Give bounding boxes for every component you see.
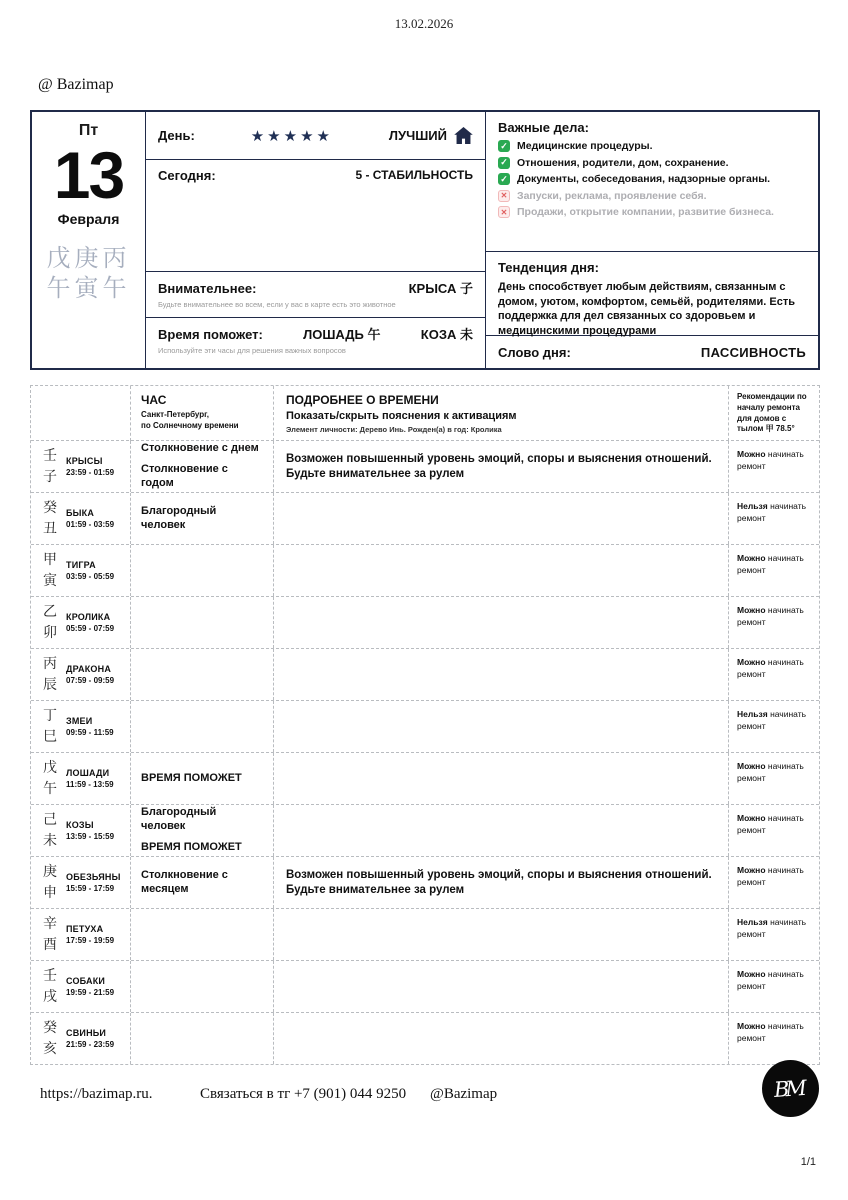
details-column-title: ПОДРОБНЕЕ О ВРЕМЕНИ: [286, 393, 439, 407]
table-row: [31, 1013, 819, 1064]
day-label: День:: [158, 128, 195, 143]
logo-monogram: BM: [773, 1075, 804, 1102]
repair-action-rest: начинать ремонт: [737, 865, 804, 887]
day-number: 13: [53, 138, 124, 212]
hour-pillar-characters: [43, 914, 57, 955]
repair-recommendation-cell: [729, 1013, 817, 1064]
hour-pillar-cell: [31, 649, 131, 700]
repair-recommendation-cell: [729, 961, 817, 1012]
time-helps-value-goat: КОЗА 未: [420, 327, 473, 342]
hour-tags-cell: [131, 649, 274, 700]
important-deal-item: [498, 206, 806, 219]
hour-details-cell: [274, 441, 729, 492]
hour-details-cell: [274, 545, 729, 596]
repair-action: Можно: [737, 449, 766, 459]
today-label: Сегодня:: [158, 168, 216, 183]
branch-character: 寅: [43, 572, 57, 589]
hour-time-range: 09:59 - 11:59: [66, 728, 114, 737]
stem-character: 辛: [43, 916, 57, 933]
check-icon: [498, 157, 510, 169]
hour-tags-cell: [131, 701, 274, 752]
header-hour-cell: [131, 386, 274, 441]
time-helps-note: Используйте эти часы для решения важных вопросов: [158, 346, 346, 355]
stem-character: 癸: [43, 500, 57, 517]
day-trend-title: Тенденция дня:: [498, 260, 599, 275]
repair-action-rest: начинать ремонт: [737, 761, 804, 783]
important-deal-item: [498, 173, 806, 186]
attention-label: Внимательнее:: [158, 281, 257, 296]
hour-time-range: 13:59 - 15:59: [66, 832, 115, 841]
repair-action: Можно: [737, 813, 766, 823]
stem-character: 壬: [43, 448, 57, 465]
hour-details-cell: [274, 805, 729, 856]
hour-time-range: 01:59 - 03:59: [66, 520, 115, 529]
hour-tags-cell: [131, 441, 274, 492]
table-row: [31, 441, 819, 493]
table-row: [31, 961, 819, 1013]
repair-action-rest: начинать ремонт: [737, 969, 804, 991]
repair-action: Можно: [737, 1021, 766, 1031]
hour-pillar-cell: [31, 493, 131, 544]
hour-animal-label: ПЕТУХА: [66, 924, 104, 934]
hour-details-cell: [274, 1013, 729, 1064]
hour-tag: Благородный человек: [141, 806, 217, 833]
hour-pillar-characters: [43, 810, 57, 851]
hour-animal-label: СВИНЬИ: [66, 1028, 107, 1038]
month-label: Февраля: [57, 211, 120, 227]
check-icon: [498, 140, 510, 152]
hour-time-range: 03:59 - 05:59: [66, 572, 115, 581]
hour-pillar-cell: [31, 753, 131, 804]
hour-tags-cell: [131, 493, 274, 544]
hour-pillar-characters: [43, 550, 57, 591]
important-deal-text: Документы, собеседования, надзорные органы.: [517, 173, 771, 186]
stem-character: 甲: [43, 552, 57, 569]
stem-character: 丙: [43, 656, 57, 673]
branch-character: 未: [43, 832, 57, 849]
word-of-day-row: [486, 336, 818, 368]
repair-action-rest: начинать ремонт: [737, 813, 804, 835]
repair-action: Нельзя: [737, 917, 768, 927]
hour-details-cell: [274, 857, 729, 908]
repair-recommendation-cell: [729, 909, 817, 960]
hour-pillar-cell: [31, 545, 131, 596]
repair-action: Можно: [737, 761, 766, 771]
hour-column-time-note: по Солнечному времени: [141, 420, 239, 430]
hour-animal-label: КРЫСЫ: [66, 456, 103, 466]
important-deal-text: Запуски, реклама, проявление себя.: [517, 189, 707, 202]
table-row: [31, 857, 819, 909]
important-deal-item: [498, 190, 806, 203]
social-handle-link[interactable]: @Bazimap: [430, 1086, 498, 1102]
brand-handle: @ Bazimap: [38, 76, 114, 93]
pillars-line-2: 午寅午: [46, 274, 131, 302]
page-number: 1/1: [800, 1156, 816, 1168]
hour-animal-label: ДРАКОНА: [66, 664, 112, 674]
repair-action-rest: начинать ремонт: [737, 449, 804, 471]
day-pillars: [47, 243, 131, 303]
stem-character: 癸: [43, 1020, 57, 1037]
today-row: [146, 160, 485, 272]
stem-character: 己: [43, 812, 57, 829]
hour-pillar-cell: [31, 597, 131, 648]
hour-pillar-cell: [31, 701, 131, 752]
repair-recommendation-cell: [729, 857, 817, 908]
hour-pillar-characters: [43, 602, 57, 643]
branch-character: 辰: [43, 676, 57, 693]
hour-pillar-cell: [31, 805, 131, 856]
hour-tag: ВРЕМЯ ПОМОЖЕТ: [141, 771, 242, 784]
important-deal-text: Медицинские процедуры.: [517, 140, 653, 152]
hour-animal-label: СОБАКИ: [66, 976, 106, 986]
repair-action-rest: начинать ремонт: [737, 553, 804, 575]
day-advice-column: [486, 112, 818, 368]
hour-time-range: 23:59 - 01:59: [66, 468, 115, 477]
table-row: [31, 493, 819, 545]
important-deals-list: [498, 140, 806, 219]
attention-value: КРЫСА 子: [408, 281, 473, 296]
hour-tag: Благородный человек: [141, 504, 217, 531]
hour-pillar-cell: [31, 909, 131, 960]
hour-animal-label: КОЗЫ: [66, 820, 94, 830]
repair-action: Можно: [737, 969, 766, 979]
today-value: 5 - СТАБИЛЬНОСТЬ: [355, 168, 473, 182]
branch-character: 亥: [43, 1040, 57, 1057]
repair-action-rest: начинать ремонт: [737, 605, 804, 627]
table-row: [31, 753, 819, 805]
personality-element-note: Элемент личности: Дерево Инь. Рожден(а) в год: Кролика: [286, 425, 502, 434]
day-trend-section: [486, 252, 818, 336]
hour-pillar-cell: [31, 441, 131, 492]
repair-action-rest: начинать ремонт: [737, 1021, 804, 1043]
hour-pillar-characters: [43, 758, 57, 799]
repair-action: Можно: [737, 657, 766, 667]
hour-column-title: ЧАС: [141, 393, 167, 407]
repair-action-rest: начинать ремонт: [737, 657, 804, 679]
hour-details-cell: [274, 493, 729, 544]
repair-action-rest: начинать ремонт: [737, 709, 807, 731]
document-date: 13.02.2026: [394, 16, 454, 31]
hour-details-cell: [274, 961, 729, 1012]
hour-time-range: 15:59 - 17:59: [66, 884, 115, 893]
hour-tags-cell: [131, 597, 274, 648]
hour-details-text: Возможен повышенный уровень эмоций, споры и выяснения отношений. Будьте внимательнее за рулем: [286, 452, 712, 480]
table-row: [31, 909, 819, 961]
hour-tag: Столкновение с месяцем: [141, 868, 228, 895]
hour-pillar-characters: [43, 966, 57, 1007]
hour-pillar-characters: [43, 498, 57, 539]
time-helps-value-horse: ЛОШАДЬ 午: [303, 327, 381, 342]
hours-table: [30, 385, 820, 1065]
cross-icon: [498, 190, 510, 202]
important-deals-section: [486, 112, 818, 252]
hour-animal-label: ЗМЕИ: [66, 716, 93, 726]
check-icon: [498, 173, 510, 185]
branch-character: 午: [43, 780, 57, 797]
hour-animal-label: БЫКА: [66, 508, 95, 518]
repair-recommendation-cell: [729, 701, 817, 752]
branch-character: 戌: [43, 988, 57, 1005]
important-deals-title: Важные дела:: [498, 120, 589, 135]
repair-action: Нельзя: [737, 501, 768, 511]
hour-column-city: Санкт-Петербург,: [141, 410, 210, 419]
day-info-column: [146, 112, 486, 368]
repair-action: Нельзя: [737, 709, 768, 719]
hour-time-range: 07:59 - 09:59: [66, 676, 115, 685]
important-deal-text: Отношения, родители, дом, сохранение.: [517, 156, 729, 169]
attention-row: [146, 272, 485, 318]
repair-recommendation-cell: [729, 649, 817, 700]
hour-tags-cell: [131, 753, 274, 804]
day-trend-text: День способствует любым действиям, связанным с домом, уютом, комфортом, семьёй, родителями. Есть поддержка для дел связанных со здоровьем и медицинскими процедурами: [498, 281, 795, 337]
hour-pillar-cell: [31, 1013, 131, 1064]
hour-details-cell: [274, 909, 729, 960]
hour-tags-cell: [131, 961, 274, 1012]
important-deal-item: [498, 157, 806, 170]
hour-pillar-characters: [43, 654, 57, 695]
hour-time-range: 19:59 - 21:59: [66, 988, 115, 997]
hour-animal-label: ЛОШАДИ: [66, 768, 110, 778]
bazimap-logo: [762, 1060, 819, 1117]
hours-table-header: [31, 386, 819, 441]
branch-character: 卯: [43, 624, 57, 641]
hour-tags-cell: [131, 805, 274, 856]
table-row: [31, 805, 819, 857]
repair-action-rest: начинать ремонт: [737, 501, 807, 523]
repair-recommendation-cell: [729, 493, 817, 544]
table-row: [31, 649, 819, 701]
hour-tags-cell: [131, 909, 274, 960]
important-deal-item: [498, 140, 806, 153]
hour-tags-cell: [131, 857, 274, 908]
hour-time-range: 11:59 - 13:59: [66, 780, 114, 789]
hour-animal-label: КРОЛИКА: [66, 612, 111, 622]
hour-details-cell: [274, 701, 729, 752]
stem-character: 戊: [43, 760, 57, 777]
toggle-explanations-link[interactable]: Показать/скрыть пояснения к активациям: [286, 410, 517, 422]
house-icon: [454, 127, 473, 144]
repair-recommendation-cell: [729, 753, 817, 804]
stem-character: 壬: [43, 968, 57, 985]
cross-icon: [498, 206, 510, 218]
date-column: [32, 112, 146, 368]
repair-column-title: Рекомендации по началу ремонта для домов с тылом 甲 78.5°: [737, 392, 807, 434]
day-summary-panel: [30, 110, 820, 370]
hour-time-range: 05:59 - 07:59: [66, 624, 115, 633]
day-rating-row: [146, 112, 485, 160]
hour-time-range: 17:59 - 19:59: [66, 936, 115, 945]
hour-tags-cell: [131, 545, 274, 596]
important-deal-text: Продажи, открытие компании, развитие бизнеса.: [517, 206, 774, 219]
hour-tags-cell: [131, 1013, 274, 1064]
hour-details-cell: [274, 597, 729, 648]
star-rating: ★★★★★: [250, 127, 333, 145]
branch-character: 子: [43, 468, 57, 485]
time-helps-label: Время поможет:: [158, 327, 263, 342]
header-details-cell: [274, 386, 729, 441]
weekday-label: Пт: [78, 122, 99, 139]
repair-action-rest: начинать ремонт: [737, 917, 807, 939]
day-quality-label: ЛУЧШИЙ: [388, 128, 447, 143]
hour-pillar-characters: [43, 1018, 57, 1059]
branch-character: 巳: [43, 728, 57, 745]
repair-action: Можно: [737, 605, 766, 615]
pillars-line-1: 戊庚丙: [46, 244, 131, 272]
hour-tag: Столкновение с днем: [141, 442, 259, 455]
repair-action: Можно: [737, 865, 766, 875]
attention-note: Будьте внимательнее во всем, если у вас в карте есть это животное: [158, 300, 396, 309]
stem-character: 乙: [43, 604, 57, 621]
stem-character: 庚: [43, 864, 57, 881]
table-row: [31, 701, 819, 753]
repair-recommendation-cell: [729, 441, 817, 492]
hour-pillar-characters: [43, 862, 57, 903]
hour-time-range: 21:59 - 23:59: [66, 1040, 115, 1049]
hour-tag: Столкновение с годом: [141, 463, 228, 489]
branch-character: 丑: [43, 520, 57, 537]
word-of-day-label: Слово дня:: [498, 344, 571, 360]
telegram-contact-link[interactable]: Связаться в тг +7 (901) 044 9250: [200, 1086, 407, 1102]
hour-animal-label: ТИГРА: [66, 560, 96, 570]
repair-recommendation-cell: [729, 805, 817, 856]
repair-recommendation-cell: [729, 545, 817, 596]
site-link[interactable]: https://bazimap.ru.: [40, 1086, 153, 1102]
hour-details-text: Возможен повышенный уровень эмоций, споры и выяснения отношений. Будьте внимательнее за рулем: [286, 868, 712, 896]
table-row: [31, 545, 819, 597]
hour-pillar-characters: [43, 706, 57, 747]
hour-animal-label: ОБЕЗЬЯНЫ: [66, 872, 121, 882]
stem-character: 丁: [43, 708, 57, 725]
branch-character: 申: [43, 884, 57, 901]
branch-character: 酉: [43, 936, 57, 953]
hour-details-cell: [274, 753, 729, 804]
word-of-day-value: ПАССИВНОСТЬ: [700, 344, 806, 360]
hour-pillar-cell: [31, 961, 131, 1012]
table-row: [31, 597, 819, 649]
hour-tag: ВРЕМЯ ПОМОЖЕТ: [141, 840, 242, 853]
hour-pillar-cell: [31, 857, 131, 908]
header-pillar-cell: [31, 386, 131, 441]
repair-action: Можно: [737, 553, 766, 563]
repair-recommendation-cell: [729, 597, 817, 648]
hour-pillar-characters: [43, 446, 57, 487]
hour-details-cell: [274, 649, 729, 700]
time-helps-row: [146, 318, 485, 368]
